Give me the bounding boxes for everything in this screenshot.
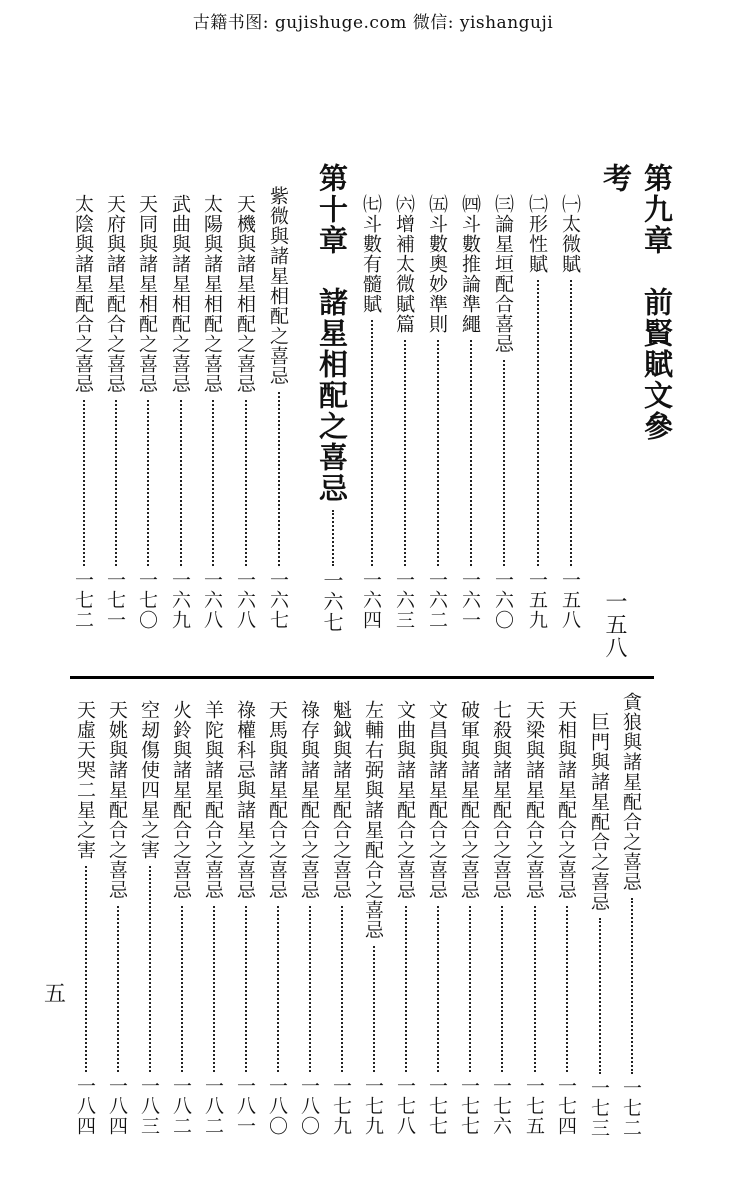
toc-entry-page: 一六八: [234, 570, 256, 630]
page-number: 五: [44, 982, 67, 1007]
toc-entry-label: ㈠太微賦: [559, 194, 581, 274]
toc-entry[interactable]: [456, 700, 483, 1136]
toc-entry[interactable]: [557, 194, 584, 630]
toc-entry-label: 紫微與諸星相配之喜忌: [267, 186, 289, 386]
toc-entry-label: ㈦斗數有髓賦: [360, 194, 382, 314]
toc-entry-label: 七殺與諸星配合之喜忌: [490, 700, 512, 900]
toc-entry-label: ㈣斗數推論準繩: [459, 194, 481, 334]
leader-dots: [245, 400, 247, 566]
leader-dots: [212, 400, 214, 566]
leader-dots: [537, 280, 539, 566]
toc-entry[interactable]: [199, 194, 226, 630]
toc-entry-page: 一七三: [588, 1078, 610, 1138]
toc-entry-label: 天虛天哭二星之害: [74, 700, 96, 860]
toc-entry[interactable]: [70, 194, 97, 630]
toc-entry-label: 天梁與諸星配合之喜忌: [523, 700, 545, 900]
toc-entry-label: 太陽與諸星相配之喜忌: [201, 194, 223, 394]
toc-entry[interactable]: [296, 700, 323, 1136]
leader-dots: [149, 866, 151, 1072]
toc-entry[interactable]: [328, 700, 355, 1136]
toc-entry[interactable]: [586, 712, 613, 1138]
leader-dots: [181, 906, 183, 1072]
toc-entry-page: 一八四: [106, 1076, 128, 1136]
leader-dots: [83, 400, 85, 566]
chapter10-title: 第十章 諸星相配之喜忌: [315, 163, 349, 504]
toc-entry[interactable]: [524, 194, 551, 630]
toc-entry-page: 一八三: [138, 1076, 160, 1136]
toc-entry-label: 祿存與諸星配合之喜忌: [298, 700, 320, 900]
toc-entry[interactable]: [104, 700, 131, 1136]
toc-entry[interactable]: [136, 700, 163, 1136]
toc-entry-label: ㈤斗數奧妙準則: [426, 194, 448, 334]
toc-entry[interactable]: [521, 700, 548, 1136]
toc-entry-label: 破軍與諸星配合之喜忌: [458, 700, 480, 900]
toc-entry-page: 一七六: [490, 1076, 512, 1136]
toc-entry[interactable]: [358, 194, 385, 630]
leader-dots: [115, 400, 117, 566]
leader-dots: [213, 906, 215, 1072]
leader-dots: [534, 906, 536, 1072]
toc-entry-page: 一七七: [458, 1076, 480, 1136]
toc-entry[interactable]: [168, 700, 195, 1136]
toc-entry-label: 魁鉞與諸星配合之喜忌: [330, 700, 352, 900]
toc-entry-label: 羊陀與諸星配合之喜忌: [202, 700, 224, 900]
toc-entry[interactable]: [264, 700, 291, 1136]
toc-entry-label: 文昌與諸星配合之喜忌: [426, 700, 448, 900]
toc-entry-page: 一六七: [267, 570, 289, 630]
site-header: 古籍书图: gujishuge.com 微信: yishanguji: [192, 13, 554, 33]
toc-entry[interactable]: [232, 194, 259, 630]
toc-entry-page: 一七九: [362, 1076, 384, 1136]
chapter10-title-row[interactable]: [312, 163, 353, 633]
toc-entry-page: 一八二: [202, 1076, 224, 1136]
toc-entry-page: 一七五: [523, 1076, 545, 1136]
toc-entry[interactable]: [424, 700, 451, 1136]
toc-entry-label: 左輔右弼與諸星配合之喜忌: [362, 700, 384, 940]
leader-dots: [469, 906, 471, 1072]
leader-dots: [599, 918, 601, 1074]
toc-entry[interactable]: [553, 700, 580, 1136]
toc-entry[interactable]: [490, 194, 517, 630]
toc-entry-page: 一七八: [394, 1076, 416, 1136]
leader-dots: [278, 392, 280, 566]
toc-entry[interactable]: [360, 700, 387, 1136]
chapter9-title-row: [596, 163, 678, 463]
leader-dots: [341, 906, 343, 1072]
toc-entry-page: 一六二: [426, 570, 448, 630]
toc-entry[interactable]: [457, 194, 484, 630]
toc-entry-label: ㈥增補太微賦篇: [393, 194, 415, 334]
toc-entry-page: 一七一: [104, 570, 126, 630]
leader-dots: [404, 340, 406, 566]
toc-entry-page: 一八〇: [298, 1076, 320, 1136]
toc-entry-label: 天姚與諸星配合之喜忌: [106, 700, 128, 900]
toc-entry-page: 一六一: [459, 570, 481, 630]
toc-entry-page: 一六九: [169, 570, 191, 630]
leader-dots: [631, 898, 633, 1074]
leader-dots: [470, 340, 472, 566]
leader-dots: [117, 906, 119, 1072]
leader-dots: [405, 906, 407, 1072]
toc-entry[interactable]: [134, 194, 161, 630]
leader-dots: [371, 320, 373, 566]
toc-entry-page: 一七〇: [136, 570, 158, 630]
toc-entry[interactable]: [488, 700, 515, 1136]
toc-entry[interactable]: [391, 194, 418, 630]
leader-dots: [147, 400, 149, 566]
leader-dots: [570, 280, 572, 566]
toc-entry-label: 祿權科忌與諸星之喜忌: [234, 700, 256, 900]
toc-entry-label: 武曲與諸星相配之喜忌: [169, 194, 191, 394]
toc-entry-page: 一八四: [74, 1076, 96, 1136]
chapter9-title: 第九章 前賢賦文參考: [599, 163, 674, 442]
toc-entry[interactable]: [232, 700, 259, 1136]
toc-entry[interactable]: [265, 186, 292, 630]
toc-entry[interactable]: [200, 700, 227, 1136]
chapter10-page: 一六七: [320, 570, 344, 633]
leader-dots: [277, 906, 279, 1072]
toc-entry-label: 天機與諸星相配之喜忌: [234, 194, 256, 394]
toc-entry-page: 一五九: [526, 570, 548, 630]
toc-entry-label: 貪狼與諸星配合之喜忌: [620, 692, 642, 892]
toc-entry[interactable]: [167, 194, 194, 630]
toc-entry-page: 一六四: [360, 570, 382, 630]
toc-entry-label: 天相與諸星配合之喜忌: [555, 700, 577, 900]
leader-dots: [245, 906, 247, 1072]
toc-entry[interactable]: [392, 700, 419, 1136]
toc-entry-label: 天馬與諸星配合之喜忌: [266, 700, 288, 900]
section-divider: [70, 676, 654, 679]
toc-entry-label: 天府與諸星配合之喜忌: [104, 194, 126, 394]
toc-entry-page: 一七二: [620, 1078, 642, 1138]
toc-entry-page: 一六八: [201, 570, 223, 630]
toc-entry-page: 一七四: [555, 1076, 577, 1136]
leader-dots: [437, 340, 439, 566]
leader-dots: [180, 400, 182, 566]
toc-entry-page: 一七九: [330, 1076, 352, 1136]
toc-entry-page: 一八二: [170, 1076, 192, 1136]
chapter9-page-col: [599, 590, 630, 660]
toc-entry-label: 文曲與諸星配合之喜忌: [394, 700, 416, 900]
leader-dots: [332, 510, 334, 566]
toc-entry[interactable]: [618, 692, 645, 1138]
toc-entry-label: 太陰與諸星配合之喜忌: [72, 194, 94, 394]
toc-entry-page: 一六〇: [492, 570, 514, 630]
leader-dots: [373, 946, 375, 1072]
toc-entry-page: 一七七: [426, 1076, 448, 1136]
toc-entry-page: 一八一: [234, 1076, 256, 1136]
toc-entry[interactable]: [424, 194, 451, 630]
toc-entry-label: 天同與諸星相配之喜忌: [136, 194, 158, 394]
toc-entry-label: ㈢論星垣配合喜忌: [492, 194, 514, 354]
leader-dots: [437, 906, 439, 1072]
leader-dots: [309, 906, 311, 1072]
toc-entry[interactable]: [102, 194, 129, 630]
toc-entry-label: 巨門與諸星配合之喜忌: [588, 712, 610, 912]
chapter9-page: 一五八: [602, 590, 627, 659]
toc-entry-page: 一六三: [393, 570, 415, 630]
leader-dots: [566, 906, 568, 1072]
toc-entry-page: 一七二: [72, 570, 94, 630]
toc-entry-label: 火鈴與諸星配合之喜忌: [170, 700, 192, 900]
toc-entry[interactable]: [72, 700, 99, 1136]
toc-entry-page: 一五八: [559, 570, 581, 630]
toc-entry-label: 空刼傷使四星之害: [138, 700, 160, 860]
leader-dots: [85, 866, 87, 1072]
leader-dots: [503, 360, 505, 566]
toc-entry-page: 一八〇: [266, 1076, 288, 1136]
toc-entry-label: ㈡形性賦: [526, 194, 548, 274]
leader-dots: [501, 906, 503, 1072]
